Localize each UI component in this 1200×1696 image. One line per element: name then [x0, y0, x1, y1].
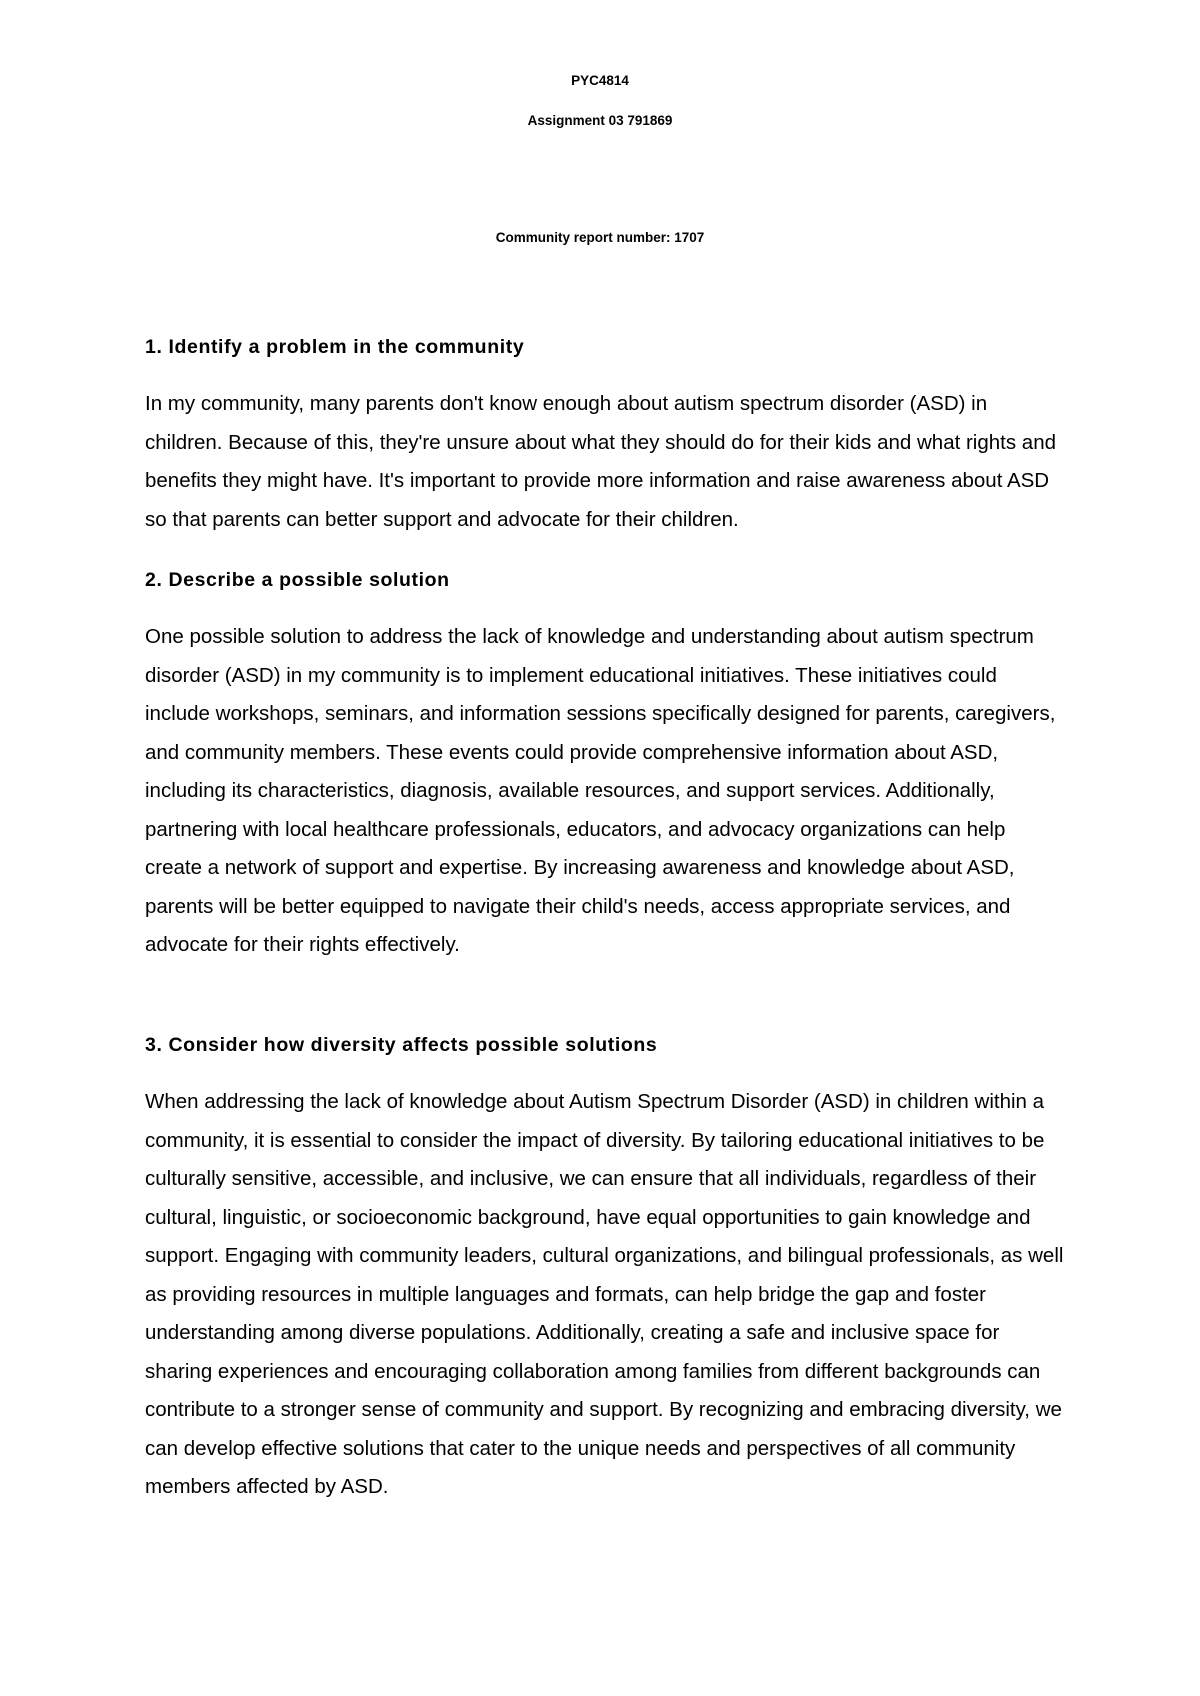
section-body-solution: One possible solution to address the lack of knowledge and understanding about autism spectrum disorder (ASD) in my community is to implement educational initiatives. These initiatives could include workshops, seminars, and information sessions specifically designed for parents, caregivers, and community members. These events could provide comprehensive information about ASD, including its characteristics, diagnosis, available resources, and support services. Additionally, partnering with local healthcare professionals, educators, and advocacy organizations can help create a network of support and expertise. By increasing awareness and knowledge about ASD, parents will be better equipped to navigate their child's needs, access appropriate services, and advocate for their rights effectively.: [145, 625, 1056, 956]
section-heading-diversity: 3. Consider how diversity affects possible solutions: [145, 1034, 658, 1056]
community-report-number: Community report number: 1707: [495, 230, 705, 245]
section-heading-problem: 1. Identify a problem in the community: [145, 336, 525, 358]
course-code: PYC4814: [571, 73, 629, 88]
section-heading-solution: 2. Describe a possible solution: [145, 569, 450, 591]
assignment-title: Assignment 03 791869: [527, 113, 673, 128]
section-body-problem: In my community, many parents don't know enough about autism spectrum disorder (ASD) in children. Because of this, they're unsure about what they should do for their kids and what rights and benefits they might have. It's important to provide more information and raise awareness about ASD so that parents can better support and advocate for their children.: [145, 392, 1057, 531]
section-body-diversity: When addressing the lack of knowledge about Autism Spectrum Disorder (ASD) in children within a community, it is essential to consider the impact of diversity. By tailoring educational initiatives to be culturally sensitive, accessible, and inclusive, we can ensure that all individuals, regardless of their cultural, linguistic, or socioeconomic background, have equal opportunities to gain knowledge and support. Engaging with community leaders, cultural organizations, and bilingual professionals, as well as providing resources in multiple languages and formats, can help bridge the gap and foster understanding among diverse populations. Additionally, creating a safe and inclusive space for sharing experiences and encouraging collaboration among families from different backgrounds can contribute to a stronger sense of community and support. By recognizing and embracing diversity, we can develop effective solutions that cater to the unique needs and perspectives of all community members affected by ASD.: [145, 1090, 1064, 1498]
